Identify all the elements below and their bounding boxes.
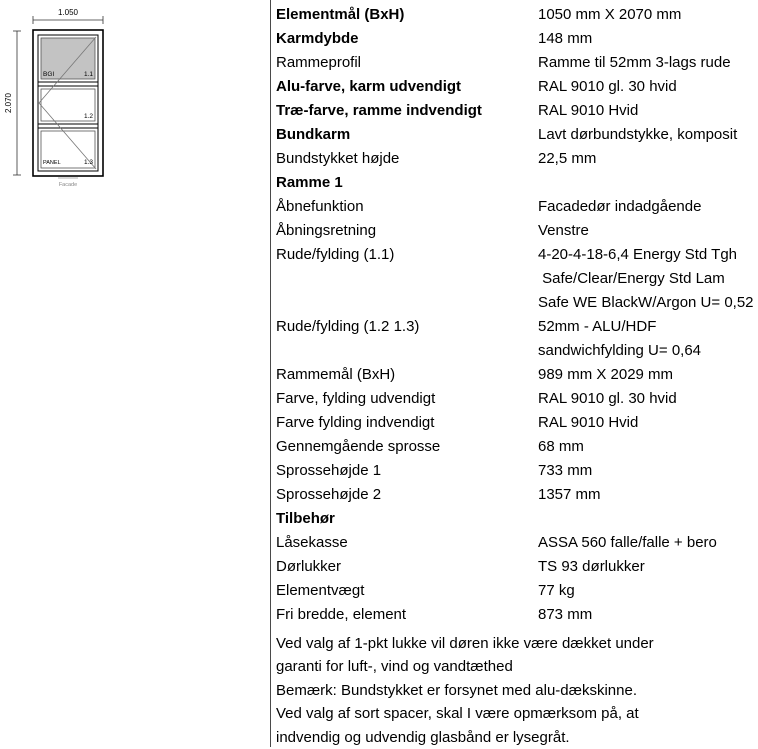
spec-row (276, 195, 758, 219)
note-line: Bemærk: Bundstykket er forsynet med alu-dækskinne. (276, 681, 637, 699)
spec-label: Farve fylding indvendigt (276, 414, 435, 431)
spec-label: Bundstykket højde (276, 150, 400, 167)
section-1-1-label: 1.1 (83, 71, 93, 78)
spec-row (276, 459, 758, 483)
spec-row (276, 435, 758, 459)
spec-label: Bundkarm (276, 126, 351, 143)
spec-rows (276, 3, 758, 627)
spec-row (276, 171, 758, 195)
spec-row (276, 291, 758, 315)
width-dimension-label: 1.050 (57, 8, 79, 17)
facade-caption: Facade (58, 182, 78, 188)
spec-row (276, 555, 758, 579)
spec-label: Alu-farve, karm udvendigt (276, 78, 462, 95)
notes-block (276, 632, 758, 749)
spec-label (276, 267, 538, 291)
spec-row (276, 579, 758, 603)
note-line: garanti for luft-, vind og vandtæthed (276, 658, 513, 676)
spec-row (276, 147, 758, 171)
spec-row (276, 483, 758, 507)
spec-row (276, 123, 758, 147)
spec-value: ASSA 560 falle/falle + bero (538, 534, 717, 551)
spec-label: Træ-farve, ramme indvendigt (276, 102, 482, 119)
spec-row (276, 99, 758, 123)
spec-value: Safe/Clear/Energy Std Lam (538, 270, 725, 287)
glass-marker-label: BGI (43, 71, 55, 78)
spec-label: Farve, fylding udvendigt (276, 390, 436, 407)
spec-value: sandwichfylding U= 0,64 (538, 342, 702, 359)
spec-row (276, 3, 758, 27)
spec-value: 1357 mm (538, 486, 601, 503)
spec-label: Karmdybde (276, 30, 359, 47)
panel-text-label: PANEL (43, 160, 61, 166)
spec-value: 22,5 mm (538, 150, 597, 167)
spec-label: Fri bredde, element (276, 606, 407, 623)
spec-value: 52mm - ALU/HDF (538, 318, 657, 335)
spec-row (276, 243, 758, 267)
spec-row (276, 27, 758, 51)
section-1-2-label: 1.2 (83, 113, 93, 120)
door-drawing-svg (0, 0, 230, 200)
spec-value: TS 93 dørlukker (538, 558, 645, 575)
spec-table (270, 0, 758, 747)
spec-value (538, 171, 758, 195)
note-line: indvendig og udvendig glasbånd er lysegråt. (276, 728, 570, 746)
spec-value: RAL 9010 Hvid (538, 102, 639, 119)
spec-label (276, 291, 538, 315)
spec-value: Ramme til 52mm 3-lags rude (538, 54, 731, 71)
spec-label: Åbningsretning (276, 222, 377, 239)
spec-value (538, 507, 758, 531)
spec-label: Sprossehøjde 1 (276, 462, 382, 479)
spec-label: Ramme 1 (276, 174, 343, 191)
spec-label: Elementmål (BxH) (276, 6, 405, 23)
spec-value: Safe WE BlackW/Argon U= 0,52 (538, 294, 754, 311)
spec-row (276, 363, 758, 387)
spec-value: 873 mm (538, 606, 593, 623)
spec-row (276, 267, 758, 291)
spec-value: 1050 mm X 2070 mm (538, 6, 682, 23)
spec-label: Rude/fylding (1.2 1.3) (276, 318, 420, 335)
spec-row (276, 507, 758, 531)
spec-value: RAL 9010 gl. 30 hvid (538, 390, 677, 407)
spec-label: Dørlukker (276, 558, 342, 575)
spec-value: RAL 9010 Hvid (538, 414, 639, 431)
spec-value: 989 mm X 2029 mm (538, 366, 674, 383)
spec-value: RAL 9010 gl. 30 hvid (538, 78, 677, 95)
spec-label: Gennemgående sprosse (276, 438, 441, 455)
spec-label: Rude/fylding (1.1) (276, 246, 395, 263)
height-dimension-label: 2.070 (4, 92, 13, 114)
spec-value: Venstre (538, 222, 589, 239)
spec-label: Rammemål (BxH) (276, 366, 396, 383)
spec-label: Åbnefunktion (276, 198, 364, 215)
spec-value: 148 mm (538, 30, 593, 47)
spec-row (276, 51, 758, 75)
spec-value: 733 mm (538, 462, 593, 479)
spec-row (276, 75, 758, 99)
spec-value: Lavt dørbundstykke, komposit (538, 126, 738, 143)
spec-row (276, 339, 758, 363)
spec-row (276, 315, 758, 339)
door-drawing (0, 0, 260, 210)
spec-label: Låsekasse (276, 534, 348, 551)
note-line: Ved valg af sort spacer, skal I være opmærksom på, at (276, 705, 639, 723)
spec-label: Elementvægt (276, 582, 365, 599)
spec-row (276, 219, 758, 243)
spec-value: Facadedør indadgående (538, 198, 702, 215)
spec-row (276, 411, 758, 435)
spec-value: 68 mm (538, 438, 584, 455)
spec-value: 77 kg (538, 582, 575, 599)
spec-value: 4-20-4-18-6,4 Energy Std Tgh (538, 246, 738, 263)
section-1-3-label: 1.3 (83, 159, 93, 166)
spec-label (276, 339, 538, 363)
spec-label: Tilbehør (276, 510, 335, 527)
spec-row (276, 603, 758, 627)
note-line: Ved valg af 1-pkt lukke vil døren ikke være dækket under (276, 635, 654, 652)
spec-row (276, 531, 758, 555)
spec-row (276, 387, 758, 411)
spec-label: Rammeprofil (276, 54, 362, 71)
spec-label: Sprossehøjde 2 (276, 486, 382, 503)
